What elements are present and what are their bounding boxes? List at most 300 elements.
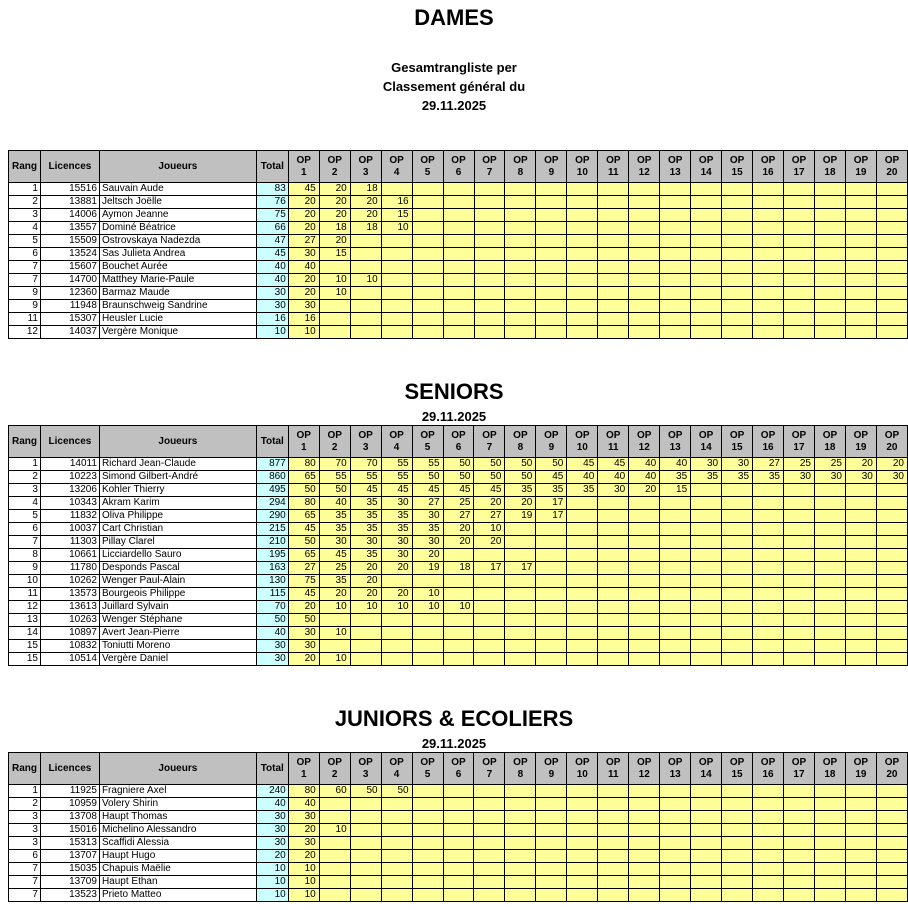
- op-cell: [536, 627, 567, 640]
- op-cell: [505, 248, 536, 261]
- header-op-number: 3: [362, 441, 369, 453]
- op-cell: [691, 235, 722, 248]
- op-cell: [691, 601, 722, 614]
- header-op-16: [753, 151, 784, 183]
- header-op-label: OP: [667, 154, 683, 166]
- header-op-number: 11: [607, 441, 619, 453]
- op-cell: 20: [288, 209, 319, 222]
- op-cell: 17: [536, 510, 567, 523]
- table-row: [9, 287, 908, 300]
- op-cell: 27: [474, 510, 505, 523]
- op-cell: [784, 222, 815, 235]
- player-name-cell: Kohler Thierry: [99, 484, 256, 497]
- op-cell: [536, 798, 567, 811]
- header-op-number: 15: [731, 166, 743, 178]
- op-cell: [845, 248, 876, 261]
- op-cell: [505, 889, 536, 902]
- op-cell: [784, 536, 815, 549]
- op-cell: [814, 640, 845, 653]
- op-cell: [567, 261, 598, 274]
- player-name-cell: Avert Jean-Pierre: [99, 627, 256, 640]
- op-cell: [598, 222, 629, 235]
- header-total: Total: [256, 753, 288, 785]
- op-cell: 10: [288, 889, 319, 902]
- op-cell: [784, 209, 815, 222]
- player-name-cell: Haupt Thomas: [99, 811, 256, 824]
- op-cell: 10: [381, 601, 412, 614]
- player-name-cell: Dominé Béatrice: [99, 222, 256, 235]
- op-cell: [845, 196, 876, 209]
- player-name-cell: Cart Christian: [99, 523, 256, 536]
- op-cell: [629, 575, 660, 588]
- licence-cell: 15607: [40, 261, 99, 274]
- header-op-14: [691, 151, 722, 183]
- op-cell: [319, 326, 350, 339]
- table-row: [9, 627, 908, 640]
- op-cell: [691, 326, 722, 339]
- op-cell: [722, 614, 753, 627]
- op-cell: 40: [660, 458, 691, 471]
- op-cell: [722, 811, 753, 824]
- op-cell: [814, 222, 845, 235]
- op-cell: [598, 497, 629, 510]
- total-cell: 40: [256, 274, 288, 287]
- op-cell: 30: [288, 248, 319, 261]
- op-cell: [350, 235, 381, 248]
- op-cell: [814, 876, 845, 889]
- op-cell: [753, 785, 784, 798]
- op-cell: 45: [288, 183, 319, 196]
- op-cell: 45: [288, 523, 319, 536]
- op-cell: [629, 326, 660, 339]
- op-cell: 27: [288, 235, 319, 248]
- op-cell: [443, 274, 474, 287]
- op-cell: [722, 640, 753, 653]
- header-op-13: [660, 151, 691, 183]
- op-cell: 55: [381, 458, 412, 471]
- licence-cell: 15016: [40, 824, 99, 837]
- op-cell: [629, 653, 660, 666]
- op-cell: [691, 811, 722, 824]
- op-cell: [753, 549, 784, 562]
- op-cell: [598, 798, 629, 811]
- op-cell: [567, 837, 598, 850]
- total-cell: 30: [256, 287, 288, 300]
- table-row: [9, 876, 908, 889]
- op-cell: [784, 183, 815, 196]
- header-op-label: OP: [698, 756, 714, 768]
- rank-cell: 6: [9, 850, 41, 863]
- op-cell: [722, 850, 753, 863]
- op-cell: [814, 889, 845, 902]
- op-cell: 30: [288, 837, 319, 850]
- header-op-label: OP: [544, 756, 559, 768]
- op-cell: [412, 640, 443, 653]
- op-cell: [598, 575, 629, 588]
- op-cell: [567, 863, 598, 876]
- dames-section: [8, 150, 908, 339]
- op-cell: [474, 588, 505, 601]
- op-cell: [443, 889, 474, 902]
- op-cell: [722, 876, 753, 889]
- op-cell: 50: [505, 471, 536, 484]
- op-cell: [505, 653, 536, 666]
- header-op-18: [814, 753, 845, 785]
- op-cell: [660, 287, 691, 300]
- op-cell: [753, 300, 784, 313]
- op-cell: [474, 876, 505, 889]
- op-cell: [567, 627, 598, 640]
- table-row: [9, 497, 908, 510]
- op-cell: [753, 588, 784, 601]
- op-cell: [536, 313, 567, 326]
- op-cell: [412, 575, 443, 588]
- op-cell: [629, 601, 660, 614]
- op-cell: [691, 837, 722, 850]
- op-cell: 65: [288, 471, 319, 484]
- table-row: [9, 523, 908, 536]
- header-op-label: OP: [884, 429, 900, 441]
- licence-cell: 13524: [40, 248, 99, 261]
- op-cell: [784, 235, 815, 248]
- player-name-cell: Juillard Sylvain: [99, 601, 256, 614]
- op-cell: 35: [567, 484, 598, 497]
- op-cell: [598, 811, 629, 824]
- op-cell: 19: [412, 562, 443, 575]
- op-cell: 30: [350, 536, 381, 549]
- op-cell: [505, 640, 536, 653]
- header-op-label: OP: [791, 756, 807, 768]
- header-op-number: 10: [576, 166, 588, 178]
- op-cell: [876, 300, 907, 313]
- op-cell: [598, 209, 629, 222]
- op-cell: 30: [691, 458, 722, 471]
- header-op-9: [536, 151, 567, 183]
- total-cell: 860: [256, 471, 288, 484]
- header-op-number: 17: [793, 441, 805, 453]
- total-cell: 130: [256, 575, 288, 588]
- op-cell: [876, 510, 907, 523]
- op-cell: 15: [660, 484, 691, 497]
- op-cell: [505, 850, 536, 863]
- op-cell: [319, 837, 350, 850]
- op-cell: [845, 497, 876, 510]
- rank-cell: 6: [9, 523, 41, 536]
- player-name-cell: Bourgeois Philippe: [99, 588, 256, 601]
- op-cell: [753, 248, 784, 261]
- op-cell: [660, 811, 691, 824]
- op-cell: [598, 588, 629, 601]
- header-op-label: OP: [822, 756, 838, 768]
- header-op-number: 13: [669, 441, 681, 453]
- header-op-number: 17: [793, 768, 805, 780]
- seniors-title: SENIORS: [404, 379, 504, 404]
- header-op-number: 19: [855, 768, 867, 780]
- op-cell: [845, 837, 876, 850]
- op-cell: [443, 653, 474, 666]
- op-cell: [536, 601, 567, 614]
- header-op-17: [784, 426, 815, 458]
- header-op-4: [381, 753, 412, 785]
- header-op-number: 5: [424, 768, 431, 780]
- op-cell: [350, 876, 381, 889]
- op-cell: [598, 196, 629, 209]
- op-cell: [567, 614, 598, 627]
- header-licences: Licences: [40, 151, 99, 183]
- op-cell: [536, 850, 567, 863]
- op-cell: [814, 536, 845, 549]
- rank-cell: 12: [9, 601, 41, 614]
- header-op-label: OP: [389, 154, 404, 166]
- op-cell: [876, 824, 907, 837]
- op-cell: [598, 850, 629, 863]
- op-cell: [443, 222, 474, 235]
- op-cell: [660, 248, 691, 261]
- player-name-cell: Jeltsch Joëlle: [99, 196, 256, 209]
- op-cell: [722, 300, 753, 313]
- op-cell: [784, 601, 815, 614]
- op-cell: [722, 261, 753, 274]
- op-cell: [629, 235, 660, 248]
- header-op-11: [598, 151, 629, 183]
- op-cell: [567, 824, 598, 837]
- table-row: [9, 889, 908, 902]
- header-op-number: 13: [669, 768, 681, 780]
- header-op-14: [691, 753, 722, 785]
- op-cell: [536, 287, 567, 300]
- op-cell: [412, 798, 443, 811]
- table-row: [9, 183, 908, 196]
- total-cell: 76: [256, 196, 288, 209]
- header-op-18: [814, 426, 845, 458]
- op-cell: [814, 523, 845, 536]
- op-cell: [474, 850, 505, 863]
- header-op-label: OP: [760, 756, 776, 768]
- op-cell: [567, 523, 598, 536]
- op-cell: [660, 785, 691, 798]
- op-cell: [784, 196, 815, 209]
- op-cell: [536, 248, 567, 261]
- op-cell: [691, 575, 722, 588]
- op-cell: [722, 183, 753, 196]
- seniors-header-row: [9, 426, 908, 458]
- op-cell: [474, 837, 505, 850]
- op-cell: [722, 588, 753, 601]
- header-op-number: 20: [886, 441, 898, 453]
- op-cell: [845, 850, 876, 863]
- licence-cell: 11925: [40, 785, 99, 798]
- op-cell: 35: [319, 575, 350, 588]
- op-cell: [814, 274, 845, 287]
- header-op-label: OP: [451, 756, 466, 768]
- juniors-title: JUNIORS & ECOLIERS: [334, 706, 574, 731]
- rank-cell: 7: [9, 536, 41, 549]
- op-cell: [350, 653, 381, 666]
- op-cell: [814, 575, 845, 588]
- licence-cell: 11948: [40, 300, 99, 313]
- total-cell: 30: [256, 300, 288, 313]
- op-cell: [474, 261, 505, 274]
- op-cell: [412, 785, 443, 798]
- player-name-cell: Oliva Philippe: [99, 510, 256, 523]
- op-cell: [691, 889, 722, 902]
- op-cell: [629, 837, 660, 850]
- op-cell: [753, 614, 784, 627]
- op-cell: [784, 562, 815, 575]
- licence-cell: 11303: [40, 536, 99, 549]
- op-cell: 35: [660, 471, 691, 484]
- table-row: [9, 248, 908, 261]
- op-cell: [474, 889, 505, 902]
- op-cell: [876, 261, 907, 274]
- op-cell: 50: [288, 484, 319, 497]
- op-cell: [350, 313, 381, 326]
- op-cell: [845, 222, 876, 235]
- op-cell: [784, 798, 815, 811]
- op-cell: [567, 235, 598, 248]
- op-cell: 17: [505, 562, 536, 575]
- op-cell: [412, 863, 443, 876]
- licence-cell: 14037: [40, 326, 99, 339]
- op-cell: [753, 562, 784, 575]
- header-op-6: [443, 753, 474, 785]
- op-cell: [753, 287, 784, 300]
- total-cell: 30: [256, 824, 288, 837]
- header-op-label: OP: [327, 429, 342, 441]
- op-cell: [598, 627, 629, 640]
- op-cell: [876, 484, 907, 497]
- op-cell: 50: [381, 785, 412, 798]
- op-cell: [381, 313, 412, 326]
- dames-subtitle-2: Classement général du: [382, 79, 526, 94]
- op-cell: [722, 235, 753, 248]
- licence-cell: 13708: [40, 811, 99, 824]
- op-cell: [629, 300, 660, 313]
- header-op-label: OP: [482, 429, 497, 441]
- op-cell: 45: [536, 471, 567, 484]
- op-cell: 45: [598, 458, 629, 471]
- op-cell: [381, 300, 412, 313]
- total-cell: 50: [256, 614, 288, 627]
- player-name-cell: Michelino Alessandro: [99, 824, 256, 837]
- op-cell: [845, 811, 876, 824]
- op-cell: [722, 484, 753, 497]
- op-cell: 65: [288, 549, 319, 562]
- op-cell: 30: [722, 458, 753, 471]
- op-cell: [412, 222, 443, 235]
- op-cell: [629, 248, 660, 261]
- op-cell: [691, 222, 722, 235]
- header-op-number: 17: [793, 166, 805, 178]
- op-cell: [814, 785, 845, 798]
- op-cell: [505, 811, 536, 824]
- op-cell: [876, 627, 907, 640]
- op-cell: [876, 837, 907, 850]
- op-cell: [598, 274, 629, 287]
- op-cell: [536, 837, 567, 850]
- op-cell: [443, 287, 474, 300]
- licence-cell: 13709: [40, 876, 99, 889]
- op-cell: [443, 627, 474, 640]
- op-cell: [443, 196, 474, 209]
- total-cell: 210: [256, 536, 288, 549]
- header-op-number: 12: [638, 166, 650, 178]
- op-cell: 50: [288, 536, 319, 549]
- op-cell: [660, 640, 691, 653]
- op-cell: [474, 183, 505, 196]
- op-cell: [691, 497, 722, 510]
- op-cell: [814, 627, 845, 640]
- op-cell: 20: [319, 196, 350, 209]
- op-cell: [381, 889, 412, 902]
- rank-cell: 9: [9, 562, 41, 575]
- op-cell: [412, 876, 443, 889]
- op-cell: [629, 549, 660, 562]
- op-cell: 55: [381, 471, 412, 484]
- op-cell: [629, 863, 660, 876]
- table-row: [9, 222, 908, 235]
- op-cell: [722, 523, 753, 536]
- op-cell: [381, 850, 412, 863]
- op-cell: [784, 811, 815, 824]
- op-cell: [474, 575, 505, 588]
- header-op-number: 2: [331, 768, 338, 780]
- op-cell: [474, 274, 505, 287]
- op-cell: [474, 601, 505, 614]
- table-row: [9, 471, 908, 484]
- op-cell: [443, 837, 474, 850]
- op-cell: [876, 326, 907, 339]
- header-op-7: [474, 426, 505, 458]
- op-cell: [845, 261, 876, 274]
- header-op-1: [288, 426, 319, 458]
- op-cell: [536, 523, 567, 536]
- op-cell: 45: [474, 484, 505, 497]
- op-cell: [536, 614, 567, 627]
- op-cell: [443, 811, 474, 824]
- op-cell: [784, 837, 815, 850]
- op-cell: [845, 824, 876, 837]
- header-op-number: 20: [886, 166, 898, 178]
- op-cell: 10: [319, 601, 350, 614]
- op-cell: [443, 614, 474, 627]
- op-cell: [814, 562, 845, 575]
- table-row: [9, 798, 908, 811]
- table-row: [9, 536, 908, 549]
- header-op-label: OP: [544, 429, 559, 441]
- header-op-label: OP: [327, 756, 342, 768]
- op-cell: [660, 588, 691, 601]
- header-op-11: [598, 426, 629, 458]
- op-cell: 25: [814, 458, 845, 471]
- header-op-8: [505, 426, 536, 458]
- header-op-number: 18: [824, 441, 836, 453]
- op-cell: [474, 549, 505, 562]
- op-cell: [567, 850, 598, 863]
- op-cell: 50: [350, 785, 381, 798]
- op-cell: [691, 850, 722, 863]
- table-row: [9, 326, 908, 339]
- op-cell: [660, 549, 691, 562]
- header-op-number: 20: [886, 768, 898, 780]
- op-cell: 35: [722, 471, 753, 484]
- op-cell: 20: [629, 484, 660, 497]
- op-cell: [505, 235, 536, 248]
- header-op-1: [288, 151, 319, 183]
- player-name-cell: Richard Jean-Claude: [99, 458, 256, 471]
- total-cell: 10: [256, 863, 288, 876]
- player-name-cell: Chapuis Maëlie: [99, 863, 256, 876]
